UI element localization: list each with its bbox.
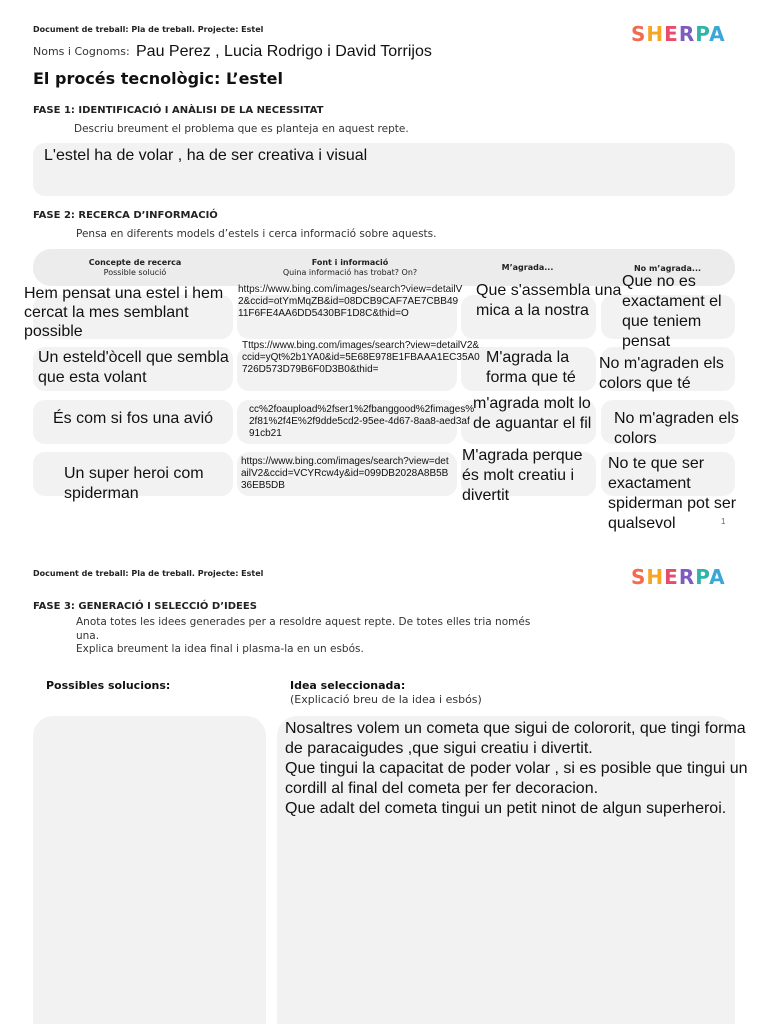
header-concept: Concepte de recerca Possible solució — [88, 258, 182, 277]
row1-concept[interactable]: Hem pensat una estel i hem cercat la mes semblant possible — [24, 285, 224, 340]
phase1-answer: L'estel ha de volar , ha de ser creativa i visual — [44, 147, 368, 164]
page-number: 1 — [721, 517, 726, 526]
row2-source[interactable]: Tttps://www.bing.com/images/search?view=detailV2&ccid=yQt%2b1YA0&id=5E68E978E1FBAAA1EC35A0726D573D79B6F0D3B0&thid= — [242, 340, 480, 375]
row2-like[interactable]: M'agrada la forma que té — [486, 349, 576, 386]
page-title: El procés tecnològic: L’estel — [33, 69, 283, 88]
row4-concept[interactable]: Un super heroi com spiderman — [64, 465, 204, 502]
row3-concept[interactable]: És com si fos una avió — [53, 410, 214, 427]
phase2-instruction: Pensa en diferents models d’estels i cerca informació sobre aquests. — [76, 228, 437, 240]
header-dislike: No m’agrada... — [633, 264, 702, 273]
phase3-heading: FASE 3: GENERACIÓ I SELECCIÓ D’IDEES — [33, 601, 257, 612]
row4-dislike[interactable]: No te que ser exactament spiderman pot ser qualsevol — [608, 455, 737, 532]
document-header: Document de treball: Pla de treball. Projecte: Estel — [33, 25, 264, 34]
row3-source[interactable]: cc%2foaupload%2fser1%2fbanggood%2fimages%2f81%2f4E%2f9dde5cd2-95ee-4d67-8aa8-aed3af91cb21 — [249, 404, 475, 439]
row1-like[interactable]: Que s'assembla una mica a la nostra — [476, 282, 622, 319]
row3-dislike[interactable]: No m'agraden els colors — [614, 410, 739, 447]
idea-line: Nosaltres volem un cometa que sigui de colororit, que tingi forma de paracaigudes ,que sigui creatiu i divertit. — [285, 720, 746, 757]
names-label: Noms i Cognoms: — [33, 45, 130, 58]
possible-solutions-label: Possibles solucions: — [46, 679, 171, 692]
phase1-instruction: Descriu breument el problema que es planteja en aquest repte. — [74, 123, 409, 135]
document-header: Document de treball: Pla de treball. Projecte: Estel — [33, 569, 264, 578]
phase3-instruction-2: Explica breument la idea final i plasma-la en un esbós. — [76, 643, 364, 655]
sherpa-logo: SHERPA — [631, 565, 726, 589]
row1-dislike[interactable]: Que no es exactament el que teniem pensat — [622, 273, 722, 350]
phase3-instruction: Anota totes les idees generades per a resoldre aquest repte. De totes elles tria només una. — [76, 616, 531, 642]
selected-idea-label: Idea seleccionada: — [290, 679, 406, 692]
selected-idea-text[interactable] — [285, 719, 763, 819]
idea-line: Que tingui la capacitat de poder volar , si es posible que tingui un cordill al final del cometa per fer decoracion. — [285, 760, 748, 797]
phase1-heading: FASE 1: IDENTIFICACIÓ I ANÀLISI DE LA NECESSITAT — [33, 105, 324, 116]
names-field[interactable]: Pau Perez , Lucia Rodrigo i David Torrijos — [136, 43, 432, 60]
header-like: M’agrada... — [501, 263, 554, 272]
possible-solutions-box[interactable] — [33, 716, 266, 1024]
row2-concept[interactable]: Un esteld'òcell que sembla que esta volant — [38, 349, 229, 386]
row4-source[interactable]: https://www.bing.com/images/search?view=detailV2&ccid=VCYRcw4y&id=099DB2028A8B5B36EB5DB — [241, 456, 449, 491]
row1-source[interactable]: https://www.bing.com/images/search?view=detailV2&ccid=otYmMqZB&id=08DCB9CAF7AE7CBB4911F6FE4AA6DD5430BF1D8C&thid=O — [238, 284, 463, 319]
idea-line: Que adalt del cometa tingui un petit ninot de algun superheroi. — [285, 800, 727, 817]
row4-like[interactable]: M'agrada perque és molt creatiu i divertit — [462, 447, 583, 504]
header-source: Font i informació Quina informació has trobat? On? — [282, 258, 418, 277]
phase2-heading: FASE 2: RECERCA D’INFORMACIÓ — [33, 210, 218, 221]
row3-like[interactable]: m'agrada molt lo de aguantar el fil — [473, 395, 592, 432]
sherpa-logo: SHERPA — [631, 22, 726, 46]
selected-idea-sublabel: (Explicació breu de la idea i esbós) — [290, 693, 482, 706]
row2-dislike[interactable]: No m'agraden els colors que té — [599, 355, 724, 392]
